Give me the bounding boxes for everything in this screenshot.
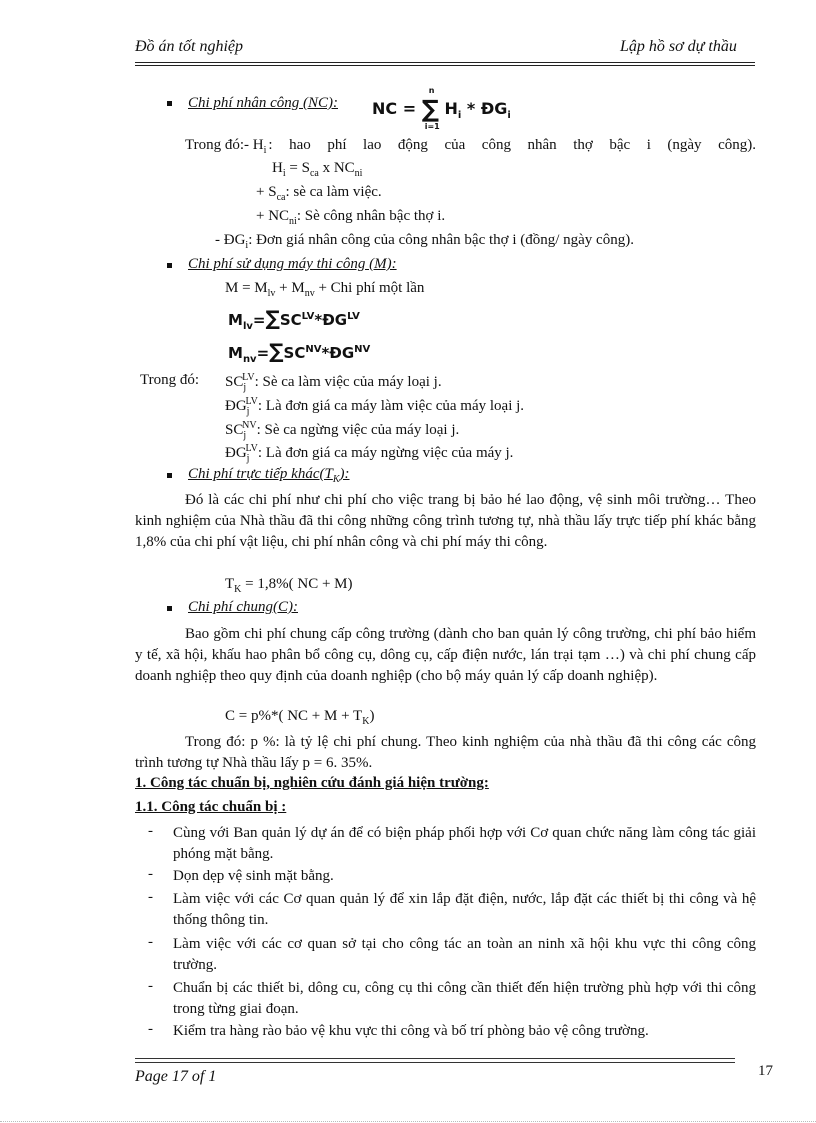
footer-page-number: 17 <box>758 1063 773 1079</box>
list-dash: - <box>148 889 153 905</box>
page-edge <box>0 1121 816 1122</box>
tk-paragraph: Đó là các chi phí như chi phí cho việc trang bị bảo hé lao động, vệ sinh môi trường… Theo kinh nghiệm của Nhà thầu đã thi công những công trình tương tự, nhà thầu lấy trực tiếp phí khác bằng 1,8% của chi phí vật liệu, chi phí nhân công và chi phí máy thi công. <box>135 492 756 550</box>
m-where-3: $SC_j^{NV}$: Sè ca ngừng việc của máy loại j. <box>225 420 460 441</box>
list-dash: - <box>148 934 153 950</box>
dg-line: - $ĐG_i$: Đơn giá nhân công của công nhân bậc thợ i (đồng/ ngày công). <box>215 232 634 251</box>
sum-top: n <box>428 86 435 95</box>
list-dash: - <box>148 1021 153 1037</box>
section-1-heading: 1. Công tác chuẩn bị, nghiên cứu đánh giá hiện trường: <box>135 775 489 791</box>
header-left: Đồ án tốt nghiệp <box>135 38 243 55</box>
header-rule <box>135 62 755 63</box>
nc-formula-lhs: NC <box>372 99 398 118</box>
list-dash: - <box>148 823 153 839</box>
c-paragraph-2: Trong đó: p %: là tỷ lệ chi phí chung. Theo kinh nghiệm của nhà thầu đã thi công các công trình tương tự Nhà thầu lấy p = 6. 35%. <box>135 734 756 771</box>
section-1-1-heading: 1.1. Công tác chuẩn bị : <box>135 799 287 815</box>
nc-formula: NC = ∑ n i=1 $H_i$ * $ĐG_i$ <box>372 86 511 131</box>
nc-title: Chi phí nhân công (NC): <box>188 95 338 111</box>
list-dash: - <box>148 866 153 882</box>
mlv-formula: $M_{lv}=\sum SC^{LV}*ĐG^{LV}$ <box>228 306 360 332</box>
list-item: Chuẩn bị các thiết bi, dông cu, công cụ thi công cần thiết đến hiện trường phù hợp với thi công trong từng giai đoạn. <box>173 980 756 1017</box>
sca-line: + $S_{ca}$: sè ca làm việc. <box>256 184 382 203</box>
bullet-icon <box>167 101 172 106</box>
nc-where-line <box>185 137 756 156</box>
m-where-label: Trong đó: <box>140 372 200 388</box>
sum-symbol-icon: ∑ n i=1 <box>421 86 440 131</box>
m-title: Chi phí sử dụng máy thi công (M): <box>188 256 397 272</box>
list-item: Kiểm tra hàng rào bảo vệ khu vực thi công và bố trí phòng bảo vệ công trường. <box>173 1023 649 1039</box>
header-rule-2 <box>135 65 755 66</box>
nc-where-prefix: Trong đó:- $H_i$ <box>185 137 267 156</box>
sum-bottom: i=1 <box>424 122 440 131</box>
tk-formula: $T_K = 1,8\%$( NC + M) <box>225 576 353 595</box>
m-where-1: $SC_j^{LV}$: Sè ca làm việc của máy loại j. <box>225 372 442 393</box>
nc-formula-eq: = <box>402 99 417 118</box>
footer-page-label: Page 17 of 1 <box>135 1068 217 1085</box>
sum-symbol-icon: ∑ <box>265 306 280 330</box>
list-item: Làm việc với các Cơ quan quản lý để xin lắp đặt điện, nước, lắp đặt các thiết bị thi công và hệ thống thông tin. <box>173 891 756 928</box>
hi-formula: $H_i = S_{ca}$ x $NC_{ni}$ <box>272 160 363 179</box>
footer-rule-2 <box>135 1062 735 1063</box>
nc-formula-h: H <box>444 99 458 118</box>
m-where-2: $ĐG_j^{LV}$: Là đơn giá ca máy làm việc của máy loại j. <box>225 396 525 417</box>
tk-title: Chi phí trực tiếp $khác(T_K)$: <box>188 466 350 485</box>
c-title: Chi phí chung(C): <box>188 599 298 615</box>
list-item: Dọn dẹp vệ sinh mặt bằng. <box>173 868 334 884</box>
ncni-line: + $NC_{ni}$: Sè công nhân bậc thợ i. <box>256 208 446 227</box>
m-formula: $M = M_{lv} + M_{nv}$ + Chi phí một lần <box>225 280 425 299</box>
c-paragraph: Bao gồm chi phí chung cấp công trường (dành cho ban quản lý công trường, chi phí bảo hiểm y tế, xã hội, khấu hao phân bổ công cụ, dông cụ, cấp điện nước, lán trại tạm …) và chi phí chung cấp doanh nghiệp theo quy định của doanh nghiệp (cho bộ máy quản lý cấp doanh nghiệp). <box>135 626 756 684</box>
footer-rule <box>135 1058 735 1059</box>
header-right: Lập hồ sơ dự thầu <box>620 38 737 55</box>
c-formula: C = p%*( NC + $M + T_K$) <box>225 708 375 727</box>
mnv-formula: $M_{nv}=\sum SC^{NV}*ĐG^{NV}$ <box>228 339 371 365</box>
nc-where-text: : hao phí lao động của công nhân thợ bậc i (ngày công). <box>268 137 756 153</box>
m-where-4: $ĐG_j^{LV}$: Là đơn giá ca máy ngừng việc của máy j. <box>225 443 514 464</box>
bullet-icon <box>167 473 172 478</box>
list-dash: - <box>148 978 153 994</box>
sum-symbol-icon: ∑ <box>269 339 284 363</box>
bullet-icon <box>167 606 172 611</box>
bullet-icon <box>167 263 172 268</box>
nc-formula-dg: * ĐG <box>466 99 508 118</box>
list-item: Làm việc với các cơ quan sở tại cho công tác an toàn an ninh xã hội khu vực thi công công trường. <box>173 936 756 973</box>
list-item: Cùng với Ban quản lý dự án để có biện pháp phối hợp với Cơ quan chức năng làm công tác giải phóng mặt bằng. <box>173 825 756 862</box>
